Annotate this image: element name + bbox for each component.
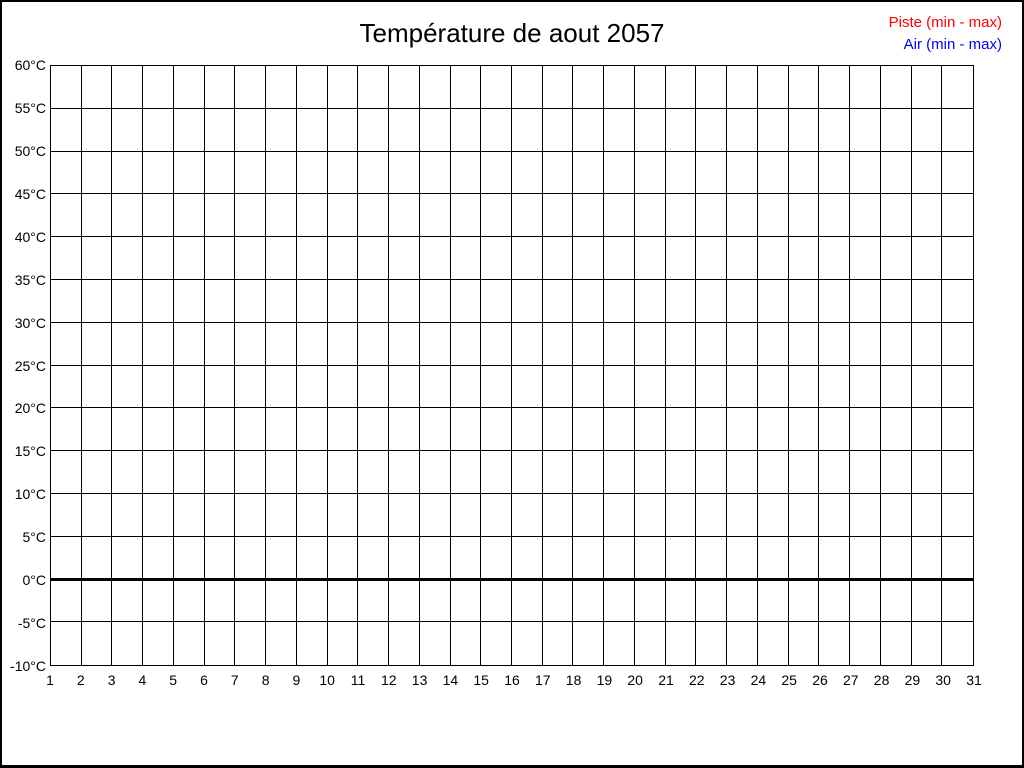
gridline-horizontal <box>51 193 973 194</box>
x-axis-tick-label: 30 <box>935 672 951 688</box>
gridline-horizontal <box>51 108 973 109</box>
y-axis-tick-label: 50°C <box>14 142 46 159</box>
gridline-horizontal <box>51 322 973 323</box>
gridline-horizontal <box>51 621 973 622</box>
gridline-vertical <box>880 66 881 665</box>
gridline-vertical <box>327 66 328 665</box>
chart-title: Température de aout 2057 <box>359 18 665 48</box>
gridline-vertical <box>788 66 789 665</box>
gridline-vertical <box>357 66 358 665</box>
gridline-vertical <box>142 66 143 665</box>
x-axis-tick-label: 13 <box>411 672 428 688</box>
x-axis-tick-label: 17 <box>535 672 551 688</box>
gridline-vertical <box>204 66 205 665</box>
gridline-horizontal <box>51 236 973 237</box>
x-axis-tick-label: 12 <box>381 672 397 688</box>
gridline-horizontal <box>51 279 973 280</box>
y-axis-tick-label: 25°C <box>14 357 46 374</box>
x-axis-tick-label: 29 <box>904 672 921 688</box>
x-axis-tick-label: 5 <box>169 672 178 688</box>
gridline-vertical <box>450 66 451 665</box>
y-axis-tick-label: 15°C <box>14 443 46 460</box>
gridline-horizontal <box>51 536 973 537</box>
plot-area <box>50 65 974 666</box>
gridline-vertical <box>511 66 512 665</box>
gridline-vertical <box>81 66 82 665</box>
x-axis-tick-label: 10 <box>319 672 335 688</box>
y-axis-tick-label: 30°C <box>14 314 46 331</box>
gridline-horizontal <box>51 151 973 152</box>
gridline-vertical <box>419 66 420 665</box>
gridline-vertical <box>665 66 666 665</box>
x-axis-tick-label: 11 <box>350 672 366 688</box>
y-axis-tick-label: -5°C <box>17 615 46 632</box>
x-axis-tick-label: 15 <box>473 672 489 688</box>
gridline-vertical <box>911 66 912 665</box>
gridline-horizontal <box>51 493 973 494</box>
x-axis-tick-label: 28 <box>873 672 890 688</box>
x-axis-tick-label: 3 <box>107 672 116 688</box>
y-axis-tick-label: 5°C <box>22 529 46 546</box>
gridline-vertical <box>388 66 389 665</box>
chart-legend <box>889 12 1002 56</box>
x-axis-tick-label: 6 <box>200 672 208 688</box>
gridline-vertical <box>634 66 635 665</box>
y-axis-tick-label: 35°C <box>14 271 46 288</box>
x-axis-tick-label: 19 <box>596 672 613 688</box>
y-axis-tick-label: 10°C <box>14 486 46 503</box>
y-axis-tick-label: 60°C <box>14 57 46 73</box>
x-axis-tick-label: 26 <box>812 672 828 688</box>
x-axis-tick-label: 20 <box>627 672 643 688</box>
y-axis-tick-label: -10°C <box>10 658 46 674</box>
x-axis-tick-label: 21 <box>658 672 674 688</box>
gridline-vertical <box>941 66 942 665</box>
y-axis-tick-label: 0°C <box>22 572 46 589</box>
x-axis-tick-label: 9 <box>292 672 301 688</box>
gridline-vertical <box>480 66 481 665</box>
x-axis-tick-label: 7 <box>230 672 239 688</box>
gridline-vertical <box>695 66 696 665</box>
y-axis-tick-label: 45°C <box>14 185 46 202</box>
x-axis-tick-label: 27 <box>843 672 859 688</box>
x-axis-tick-label: 24 <box>750 672 767 688</box>
x-axis-tick-label: 4 <box>138 672 147 688</box>
x-axis-tick-label: 31 <box>966 672 982 688</box>
gridline-vertical <box>234 66 235 665</box>
x-axis-tick-label: 25 <box>781 672 797 688</box>
gridline-horizontal <box>51 365 973 366</box>
gridline-vertical <box>849 66 850 665</box>
x-axis-tick-label: 14 <box>442 672 459 688</box>
zero-degree-line <box>51 578 973 581</box>
x-axis-tick-label: 1 <box>46 672 54 688</box>
gridline-vertical <box>111 66 112 665</box>
y-axis-tick-label: 40°C <box>14 228 46 245</box>
x-axis-tick-label: 18 <box>565 672 582 688</box>
y-axis-tick-label: 20°C <box>14 400 46 417</box>
gridline-vertical <box>173 66 174 665</box>
x-axis-tick-label: 23 <box>719 672 736 688</box>
gridline-vertical <box>265 66 266 665</box>
gridline-vertical <box>818 66 819 665</box>
x-axis-tick-label: 16 <box>504 672 520 688</box>
gridline-vertical <box>603 66 604 665</box>
x-axis-tick-label: 8 <box>261 672 270 688</box>
x-axis-tick-label: 2 <box>76 672 85 688</box>
x-axis-tick-label: 22 <box>689 672 705 688</box>
gridline-vertical <box>296 66 297 665</box>
legend-item-piste: Piste (min - max) <box>888 14 1002 31</box>
gridline-vertical <box>757 66 758 665</box>
gridline-vertical <box>542 66 543 665</box>
legend-item-air: Air (min - max) <box>903 36 1002 53</box>
gridline-vertical <box>572 66 573 665</box>
gridline-horizontal <box>51 450 973 451</box>
y-axis-tick-label: 55°C <box>14 99 46 116</box>
gridline-vertical <box>726 66 727 665</box>
gridline-horizontal <box>51 407 973 408</box>
